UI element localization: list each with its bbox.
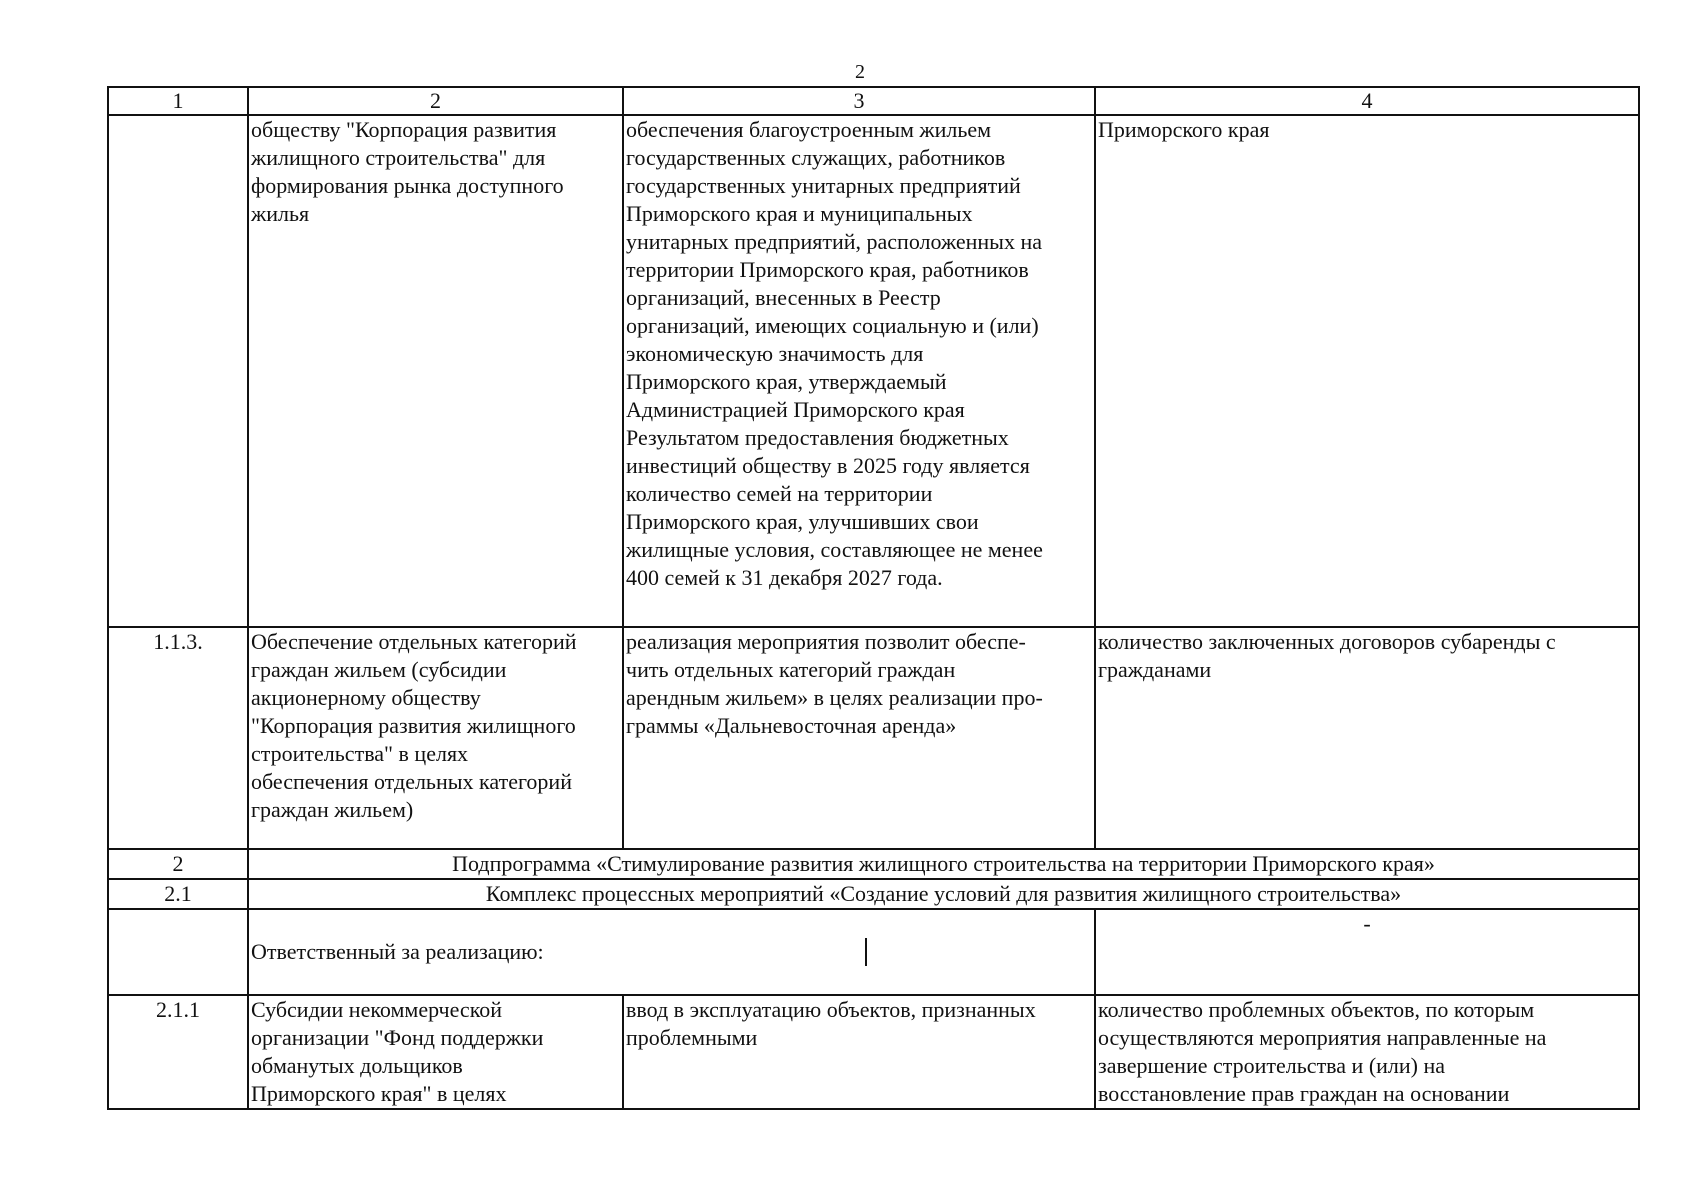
row-number: 1.1.3. xyxy=(108,627,248,849)
measure-indicator: Приморского края xyxy=(1095,115,1639,627)
responsible-label-cell xyxy=(248,909,1095,995)
responsible-spacer xyxy=(867,938,1094,966)
row-number: 2.1.1 xyxy=(108,995,248,1109)
measure-description: ввод в эксплуатацию объектов, признанных проблемными xyxy=(623,995,1095,1109)
header-cell-3: 3 xyxy=(623,87,1095,115)
row-number: 2.1 xyxy=(108,879,248,909)
table-row xyxy=(108,115,1639,627)
row-number xyxy=(108,909,248,995)
table-header-row xyxy=(108,87,1639,115)
measure-description: обеспечения благоустроенным жильем государственных служащих, работников государственных унитарных предприятий Приморского края и муниципальных унитарных предприятий, расположенных на территории Приморского края, работников организаций, внесенных в Реестр организаций, имеющих социальную и (или) экономическую значимость для Приморского края, утверждаемый Администрацией Приморского края Результатом предоставления бюджетных инвестиций обществу в 2025 году является количество семей на территории Приморского края, улучшивших свои жилищные условия, составляющее не менее 400 семей к 31 декабря 2027 года. xyxy=(623,115,1095,627)
header-cell-1: 1 xyxy=(108,87,248,115)
measure-name: Субсидии некоммерческой организации "Фонд поддержки обманутых дольщиков Приморского края" в целях xyxy=(248,995,623,1109)
header-cell-2: 2 xyxy=(248,87,623,115)
row-number xyxy=(108,115,248,627)
measure-name: обществу "Корпорация развития жилищного строительства" для формирования рынка доступного жилья xyxy=(248,115,623,627)
table-row xyxy=(108,627,1639,849)
measures-table xyxy=(107,86,1640,1110)
measure-description: реализация мероприятия позволит обеспе- чить отдельных категорий граждан арендным жильем» в целях реализации про- граммы «Дальневосточная аренда» xyxy=(623,627,1095,849)
measure-indicator: количество заключенных договоров субаренды с гражданами xyxy=(1095,627,1639,849)
responsible-row xyxy=(108,909,1639,995)
measure-indicator: количество проблемных объектов, по которым осуществляются мероприятия направленные на завершение строительства и (или) на восстановление прав граждан на основании xyxy=(1095,995,1639,1109)
header-cell-4: 4 xyxy=(1095,87,1639,115)
complex-title: Комплекс процессных мероприятий «Создание условий для развития жилищного строительства» xyxy=(248,879,1639,909)
responsible-value: - xyxy=(1095,909,1639,995)
table-row xyxy=(108,995,1639,1109)
responsible-label: Ответственный за реализацию: xyxy=(249,938,867,966)
complex-row xyxy=(108,879,1639,909)
subprogram-title: Подпрограмма «Стимулирование развития жилищного строительства на территории Приморского края» xyxy=(248,849,1639,879)
page-number: 2 xyxy=(855,61,865,83)
subprogram-row xyxy=(108,849,1639,879)
measure-name: Обеспечение отдельных категорий граждан жильем (субсидии акционерному обществу "Корпорация развития жилищного строительства" в целях обеспечения отдельных категорий граждан жильем) xyxy=(248,627,623,849)
row-number: 2 xyxy=(108,849,248,879)
